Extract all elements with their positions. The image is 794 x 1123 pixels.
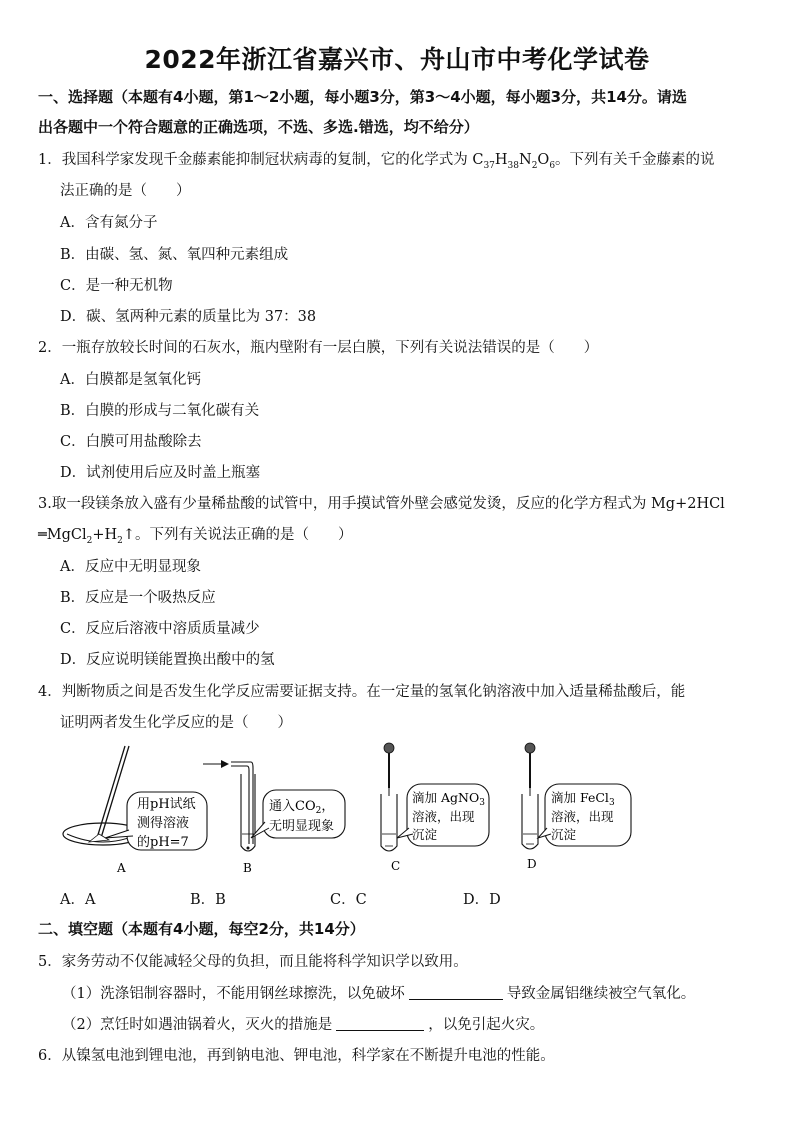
q4-option-c: C．C [330,892,367,908]
q2-option-a: A．白膜都是氢氧化钙 [60,372,201,388]
q3-stem-line1: 3.取一段镁条放入盛有少量稀盐酸的试管中，用手摸试管外壁会感觉发烫，反应的化学方程式为 Mg+2HCl [38,496,725,512]
figure-label-b: B [243,861,252,875]
figure-d-bubble-line2: 溶液，出现 [551,809,614,824]
section1-header-line1: 一、选择题（本题有4小题，第1～2小题，每小题3分，第3～4小题，每小题3分，共14分。请选 [38,88,687,106]
q6-stem: 6．从镍氢电池到锂电池，再到钠电池、钾电池，科学家在不断提升电池的性能。 [38,1048,555,1064]
q3-stem-line2: $═MgCl_2+H_2↑$。下列有关说法正确的是（ ） [38,527,353,546]
figure-b-bubble-line2: 无明显现象 [269,819,335,834]
q3-option-a: A．反应中无明显现象 [60,559,201,575]
figure-d-bubble-line3: 沉淀 [551,827,577,842]
q1-option-b: B．由碳、氢、氮、氧四种元素组成 [60,247,289,263]
q5-sub2: （2）烹饪时如遇油锅着火，灭火的措施是 ，以免引起火灾。 [62,1017,545,1033]
q5-stem: 5．家务劳动不仅能减轻父母的负担，而且能将科学知识学以致用。 [38,954,468,970]
q2-option-d: D．试剂使用后应及时盖上瓶塞 [60,465,261,481]
q4-option-a: A．A [60,892,96,908]
figure-c-bubble-line3: 沉淀 [412,827,438,842]
q3-option-b: B．反应是一个吸热反应 [60,590,216,606]
figure-a-bubble-line1: 用pH试纸 [137,797,196,812]
q1-stem-line1: 1．我国科学家发现千金藤素能抑制冠状病毒的复制，它的化学式为 $C_{37}H_{38}N_2O_6$。下列有关千金藤素的说 [38,152,715,171]
figure-c-agno3-test [381,743,489,873]
page-title: 2022年浙江省嘉兴市、舟山市中考化学试卷 [144,45,650,74]
q1-option-c: C．是一种无机物 [60,278,173,294]
q5-blank-1[interactable] [409,985,503,1000]
figure-c-bubble-line1: 滴加 AgNO$_3$ [412,790,485,808]
figure-c-bubble-line2: 溶液，出现 [412,809,475,824]
q3-option-d: D．反应说明镁能置换出酸中的氢 [60,652,275,668]
figure-d-fecl3-test [522,743,631,871]
figure-a-bubble-line2: 测得溶液 [137,816,190,831]
figure-label-d: D [527,857,537,871]
q4-stem-line2: 证明两者发生化学反应的是（ ） [60,715,292,731]
figure-label-a: A [117,861,126,875]
q1-option-d: D．碳、氢两种元素的质量比为 37：38 [60,309,317,325]
figure-b-bubble-line1: 通入$CO_2$， [269,799,335,816]
q4-experiment-figure [55,738,645,878]
figure-label-c: C [391,859,401,873]
figure-b-co2-test [203,760,345,875]
q5-blank-2[interactable] [336,1016,424,1031]
q1-stem-line2: 法正确的是（ ） [60,183,191,199]
section1-header-line2: 出各题中一个符合题意的正确选项，不选、多选.错选，均不给分） [38,118,479,136]
q1-option-a: A．含有氮分子 [60,215,158,231]
figure-d-bubble-line1: 滴加 FeCl$_3$ [551,790,615,808]
figure-a-bubble-line3: 的pH=7 [137,835,189,850]
q3-option-c: C．反应后溶液中溶质质量减少 [60,621,260,637]
q4-option-d: D．D [463,892,501,908]
q2-stem: 2．一瓶存放较长时间的石灰水，瓶内壁附有一层白膜，下列有关说法错误的是（ ） [38,340,599,356]
section2-header: 二、填空题（本题有4小题，每空2分，共14分） [38,920,365,938]
q4-option-b: B．B [190,892,226,908]
q4-stem-line1: 4．判断物质之间是否发生化学反应需要证据支持。在一定量的氢氧化钠溶液中加入适量稀盐酸后，能 [38,684,686,700]
q5-sub1: （1）洗涤铝制容器时，不能用钢丝球擦洗，以免破坏 导致金属铝继续被空气氧化。 [62,986,696,1002]
figure-a-ph-test [63,746,207,875]
q2-option-c: C．白膜可用盐酸除去 [60,434,202,450]
q2-option-b: B．白膜的形成与二氧化碳有关 [60,403,260,419]
